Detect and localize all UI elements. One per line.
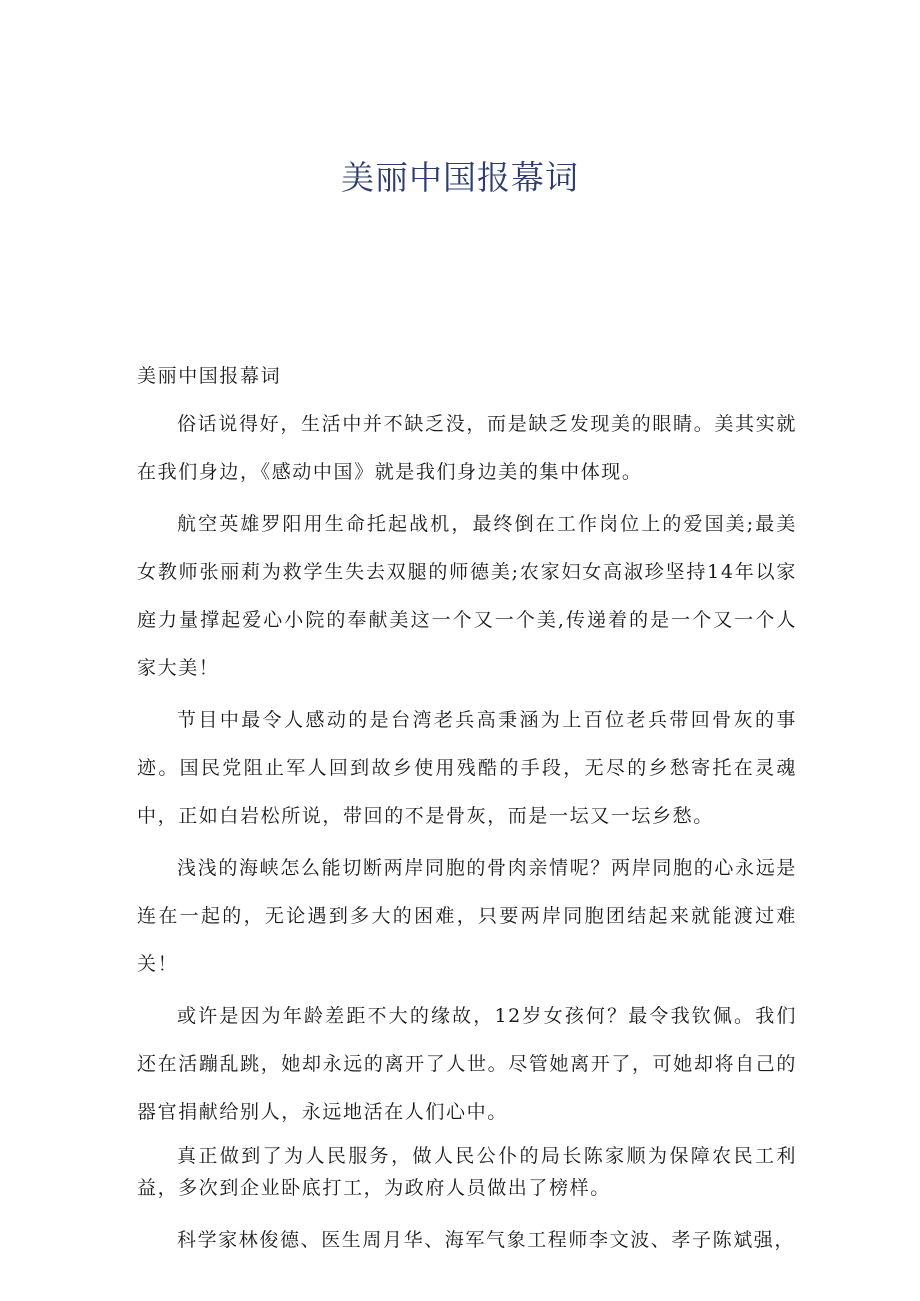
paragraph: 科学家林俊德、医生周月华、海军气象工程师李文波、孝子陈斌强， xyxy=(177,1229,796,1251)
paragraph: 节目中最令人感动的是台湾老兵高秉涵为上百位老兵带回骨灰的事迹。国民党阻止军人回到故乡使用残酷的手段，无尽的乡愁寄托在灵魂中，正如白岩松所说，带回的不是骨灰，而是一坛又一坛乡愁。 xyxy=(137,709,797,827)
paragraph: 俗话说得好，生活中并不缺乏没，而是缺乏发现美的眼睛。美其实就在我们身边，《感动中国》就是我们身边美的集中体现。 xyxy=(137,413,797,483)
paragraph: 真正做到了为人民服务，做人民公仆的局长陈家顺为保障农民工利益，多次到企业卧底打工，为政府人员做出了榜样。 xyxy=(137,1145,797,1199)
paragraph: 航空英雄罗阳用生命托起战机，最终倒在工作岗位上的爱国美;最美女教师张丽莉为救学生失去双腿的师德美;农家妇女高淑珍坚持14年以家庭力量撑起爱心小院的奉献美这一个又一个美,传递着的是一个又一个人家大美！ xyxy=(137,513,797,679)
paragraph: 浅浅的海峡怎么能切断两岸同胞的骨肉亲情呢？两岸同胞的心永远是连在一起的，无论遇到多大的困难，只要两岸同胞团结起来就能渡过难关！ xyxy=(137,857,797,975)
document-title: 美丽中国报幕词 xyxy=(341,158,579,197)
paragraph: 或许是因为年龄差距不大的缘故，12岁女孩何？最令我钦佩。我们还在活蹦乱跳，她却永远的离开了人世。尽管她离开了，可她却将自己的器官捐献给别人，永远地活在人们心中。 xyxy=(137,1005,797,1123)
document-subheading: 美丽中国报幕词 xyxy=(137,365,282,387)
document-body xyxy=(137,356,797,1268)
